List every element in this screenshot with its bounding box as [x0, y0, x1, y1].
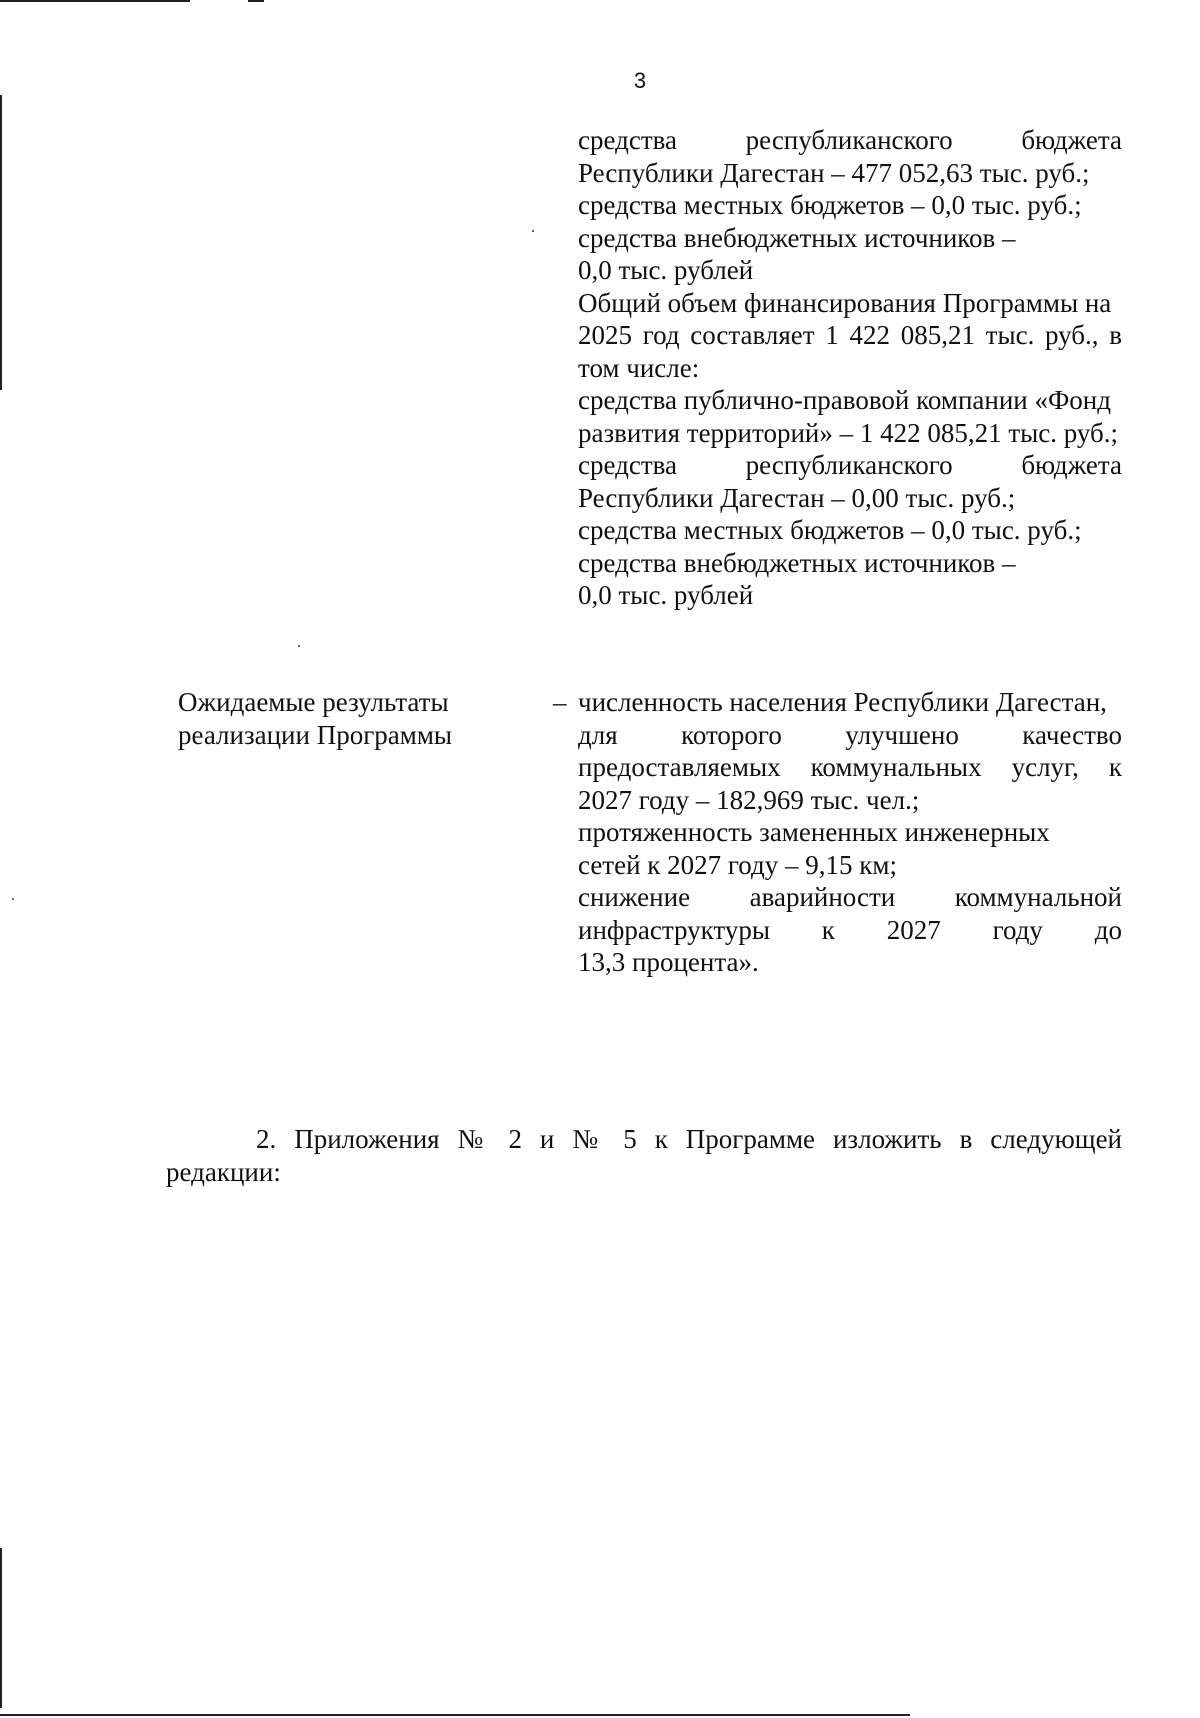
- text-line: 13,3 процента».: [578, 947, 759, 977]
- label-line: реализации Программы: [178, 719, 453, 750]
- paragraph-line: 2. Приложения № 2 и № 5 к Программе изложить в следующей: [256, 1124, 1122, 1154]
- scan-edge-top-short: [248, 0, 264, 2]
- paragraph-line: редакции:: [166, 1156, 281, 1187]
- paragraph-2: [166, 1123, 1122, 1188]
- text-line: 2025 год составляет 1 422 085,21 тыс. руб., в: [578, 320, 1122, 350]
- text-line: развития территорий» – 1 422 085,21 тыс. руб.;: [578, 417, 1119, 448]
- text-line: Республики Дагестан – 477 052,63 тыс. руб.;: [578, 157, 1090, 188]
- financing-text-block: [578, 124, 1122, 612]
- text-line: средства республиканского бюджета: [578, 450, 1122, 480]
- text-line: 2027 году – 182,969 тыс. чел.;: [578, 784, 920, 815]
- text-line: средства публично-правовой компании «Фонд: [578, 385, 1111, 415]
- text-line: средства местных бюджетов – 0,0 тыс. руб.;: [578, 515, 1082, 545]
- text-line: численность населения Республики Дагестан,: [578, 687, 1107, 717]
- scan-edge-top: [0, 0, 190, 2]
- scan-edge-bottom: [0, 1714, 910, 1716]
- text-line: Республики Дагестан – 0,00 тыс. руб.;: [578, 482, 1016, 513]
- text-line: сетей к 2027 году – 9,15 км;: [578, 849, 897, 880]
- scan-speck: [298, 645, 300, 647]
- text-line: протяженность замененных инженерных: [578, 817, 1050, 847]
- text-line: предоставляемых коммунальных услуг, к: [578, 752, 1122, 782]
- results-text-block: [578, 686, 1122, 979]
- text-line: том числе:: [578, 352, 700, 383]
- label-line: Ожидаемые результаты: [178, 687, 449, 717]
- scan-edge-left-upper: [0, 95, 2, 390]
- text-line: снижение аварийности коммунальной: [578, 882, 1122, 912]
- text-line: средства республиканского бюджета: [578, 125, 1122, 155]
- text-line: инфраструктуры к 2027 году до: [578, 914, 1122, 945]
- scan-speck: [532, 230, 534, 232]
- text-line: 0,0 тыс. рублей: [578, 580, 754, 610]
- results-label: [178, 686, 452, 751]
- scan-speck: [12, 898, 14, 900]
- text-line: средства местных бюджетов – 0,0 тыс. руб.;: [578, 190, 1082, 220]
- page-number: 3: [633, 68, 647, 93]
- text-line: Общий объем финансирования Программы на: [578, 287, 1112, 318]
- results-dash: –: [553, 687, 567, 717]
- text-line: для которого улучшено качество: [578, 719, 1122, 750]
- text-line: средства внебюджетных источников –: [578, 222, 1016, 253]
- scan-edge-left-lower: [0, 1548, 2, 1708]
- text-line: 0,0 тыс. рублей: [578, 255, 754, 285]
- text-line: средства внебюджетных источников –: [578, 547, 1016, 578]
